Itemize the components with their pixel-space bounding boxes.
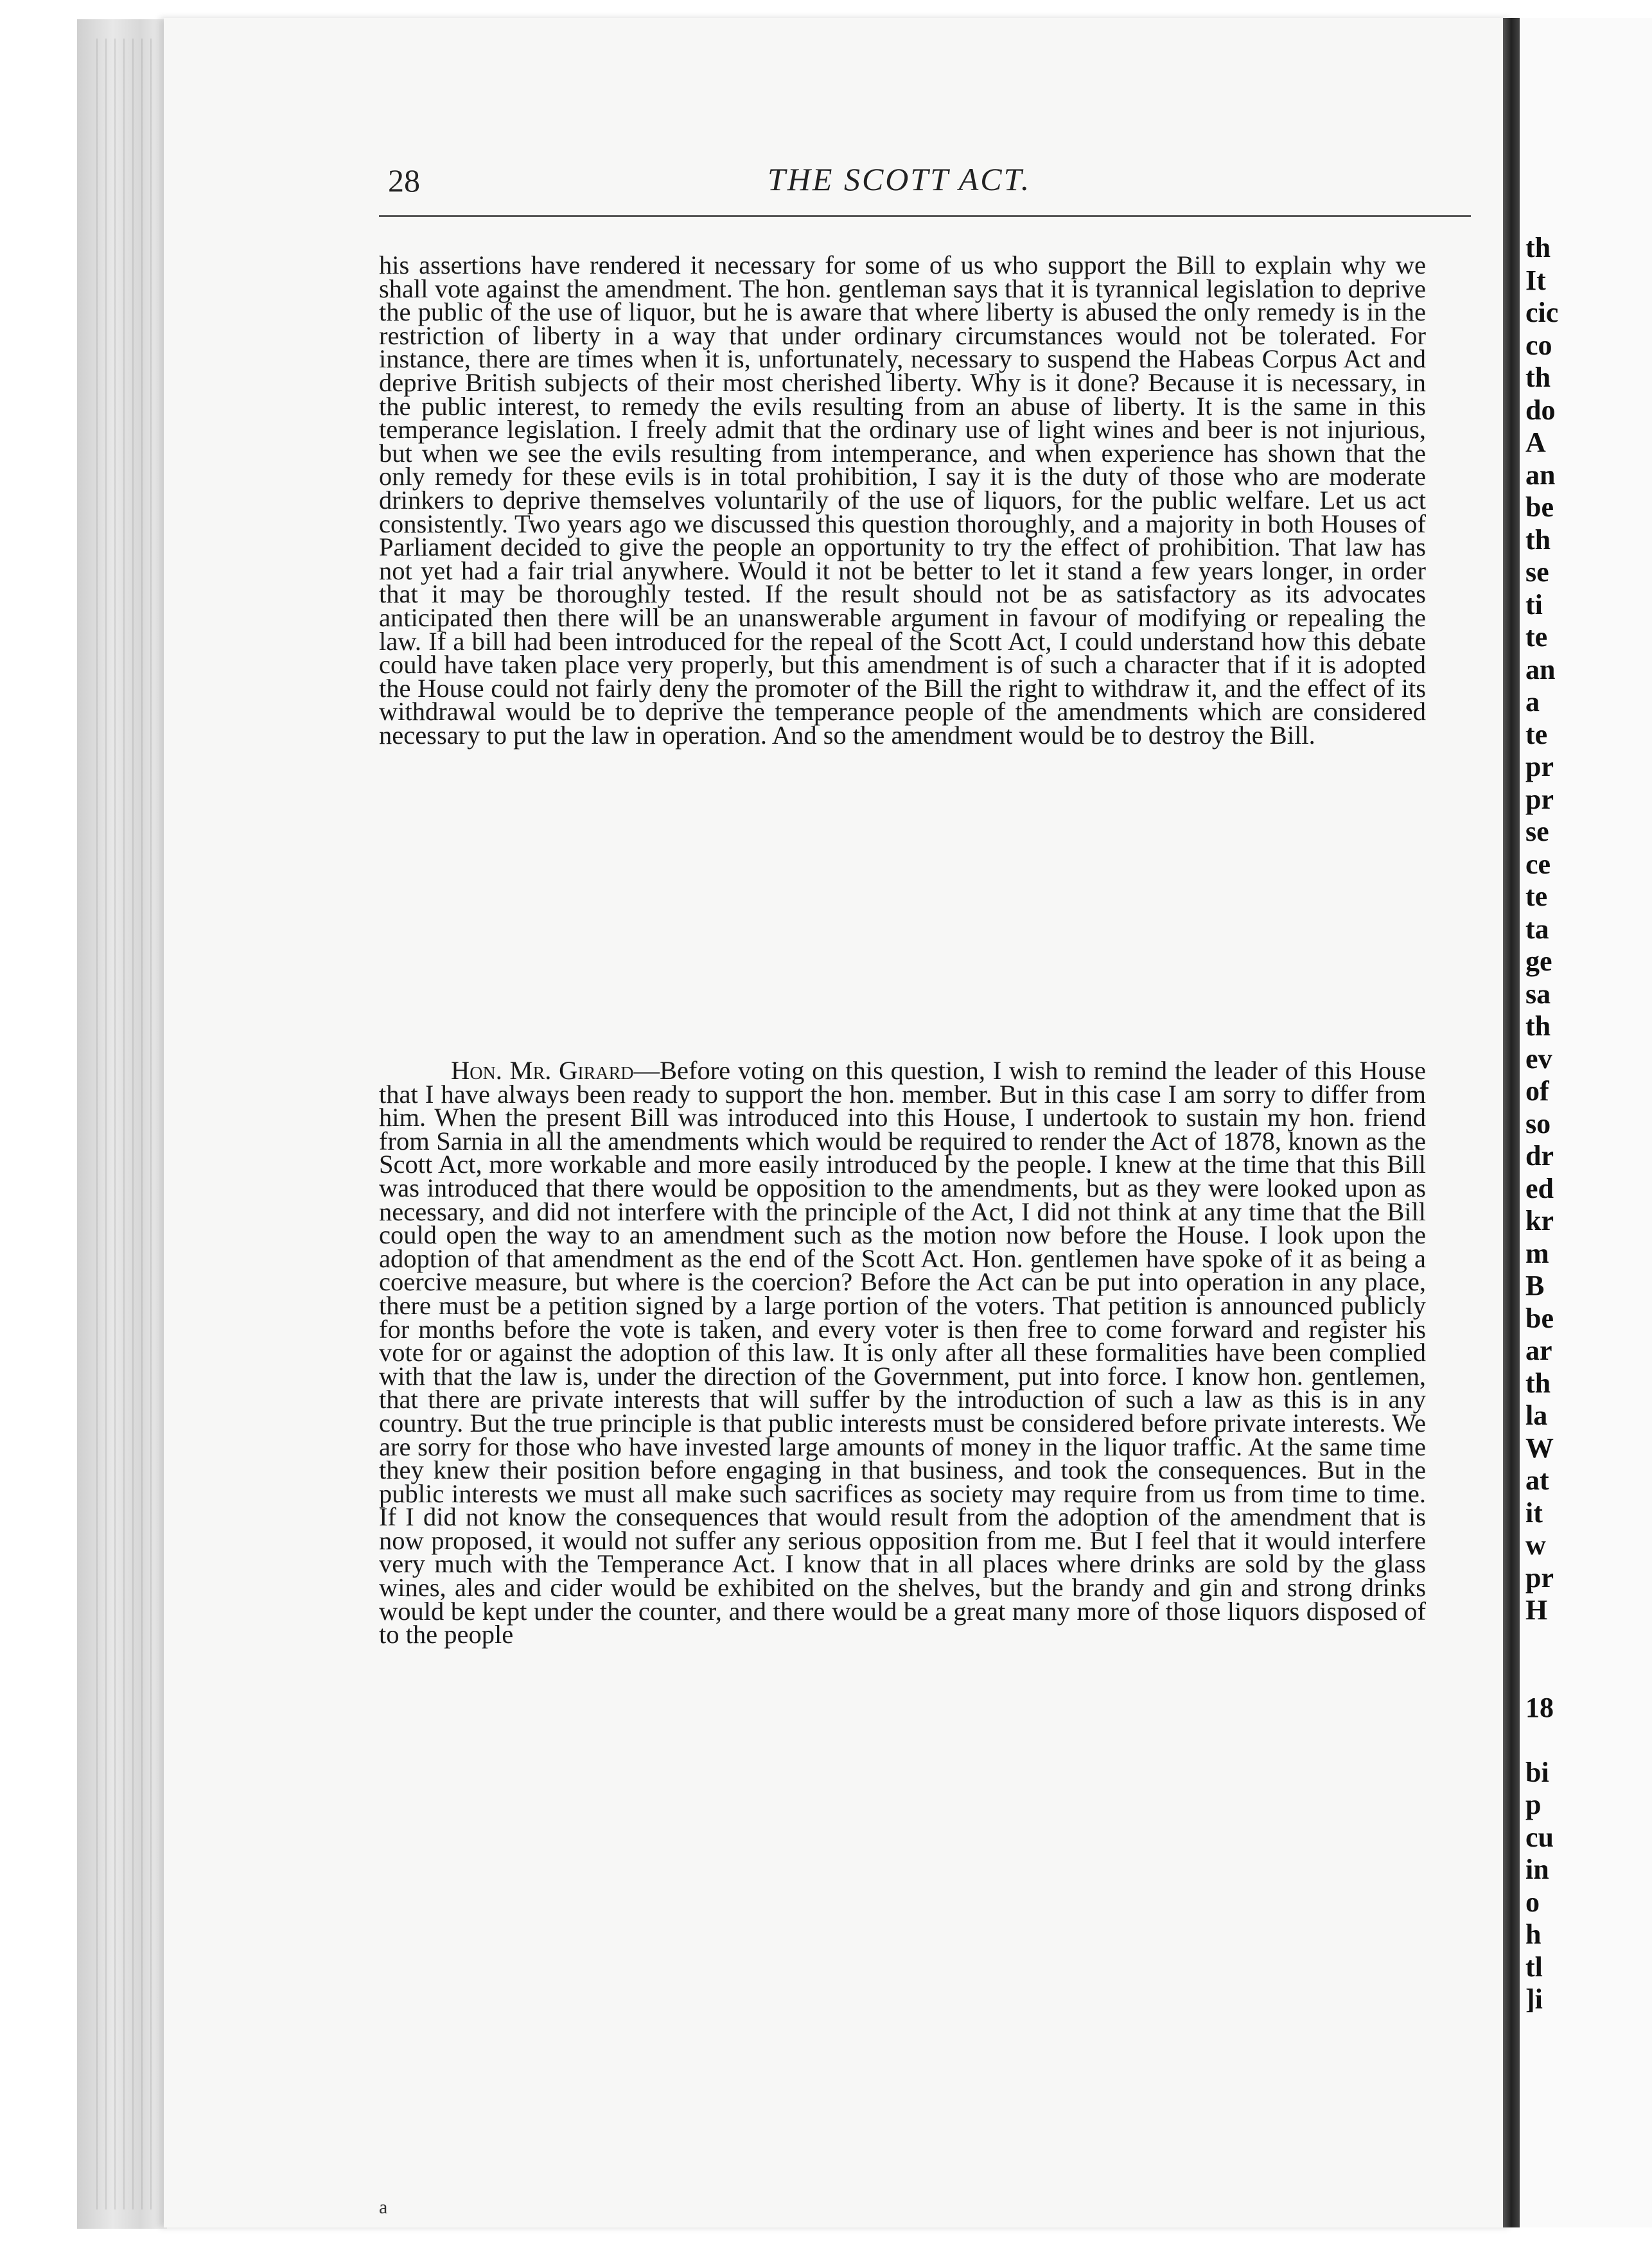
facing-line-fragment: pr [1525,1561,1554,1594]
facing-line-fragment: so [1525,1107,1551,1139]
facing-line-fragment: ce [1525,848,1551,880]
facing-line-fragment: w [1525,1529,1546,1561]
facing-line-fragment: se [1525,816,1549,847]
facing-line-fragment: th [1525,523,1551,556]
facing-line-fragment: a [1525,686,1540,717]
facing-line-fragment: of [1525,1075,1549,1107]
facing-line-fragment: la [1525,1400,1548,1431]
facing-line-fragment: ar [1525,1335,1552,1366]
facing-line-fragment: bi [1525,1756,1549,1788]
facing-line-fragment: sa [1525,978,1551,1010]
facing-line-fragment: do [1525,394,1556,426]
facing-line-fragment: o [1525,1886,1540,1918]
paragraph-2-text: —Before voting on this question, I wish to remind the leader of this House that I have always been ready to support the hon. member. But in this case I am sorry to differ from him. When the present Bill was introduced into this House, I undertook to sustain my hon. friend from Sarnia in all the amendments which would be required to render the Act of 1878, known as the Scott Act, more workable and more easily introduced by the people. I knew at the time that this Bill was introduced that there would be opposition to the amendments, but as they were looked upon as necessary, and did not interfere with the principle of the Act, I did not think at any time that the Bill could open the way to an amendment such as the motion now before the House. I look upon the adoption of that amendment as the end of the Scott Act. Hon. gentlemen have spoke of it as being a coercive measure, but where is the coercion? Before the Act can be put into operation in any place, there must be a petition signed by a large portion of the voters. That petition is announced publicly for months before the vote is taken, and every voter is then free to come forward and register his vote for or against the adoption of this law. It is only after all these formalities have been complied with that the law is, under the direction of the Government, put into force. I know hon. gentlemen, that there are private interests that will suffer by the introduction of such a law as this is in any country. But the true principle is that public interests must be considered before private interests. We are sorry for those who have invested large amounts of money in the liquor traffic. At the same time they knew their position before engaging in that business, and took the consequences. But in the public interests we must all make such sacrifices as society may require from us from time to time. If I did not know the consequences that would result from the adoption of the amendment that is now proposed, it would not suffer any serious opposition from me. But I feel that it would interfere very much with the Temperance Act. I know that in all places where drinks are sold by the glass wines, ales and cider would be exhibited on the shelves, but the brandy and gin and strong drinks would be kept under the counter, and there would be a great many more of those liquors disposed of to the people [379,1056,1426,1649]
facing-line-fragment: pr [1525,783,1554,815]
facing-line-fragment: th [1525,362,1551,393]
facing-line-fragment: cic [1525,297,1559,328]
facing-line-fragment: tl [1525,1951,1543,1983]
page-edges [96,39,154,2209]
facing-line-fragment: th [1525,1367,1551,1399]
facing-line-fragment: It [1525,264,1546,296]
facing-line-fragment: th [1525,1010,1551,1042]
facing-line-fragment: se [1525,556,1549,588]
facing-line-fragment: be [1525,1302,1554,1334]
facing-line-fragment: it [1525,1497,1543,1529]
facing-line-fragment: co [1525,329,1552,361]
facing-line-fragment: H [1525,1594,1548,1626]
facing-line-fragment: th [1525,232,1551,263]
facing-line-fragment: pr [1525,751,1554,782]
header-rule [379,215,1471,217]
facing-line-fragment: m [1525,1237,1549,1269]
paragraph-1 [379,250,1426,750]
facing-line-fragment: kr [1525,1205,1554,1236]
facing-line-fragment: h [1525,1919,1542,1950]
facing-line-fragment: B [1525,1270,1545,1301]
facing-line-fragment: ]i [1525,1983,1543,2015]
facing-line-fragment: te [1525,621,1548,653]
facing-line-fragment: an [1525,653,1556,685]
facing-line-fragment: be [1525,491,1554,523]
facing-line-fragment: dr [1525,1140,1554,1172]
facing-line-fragment: ta [1525,913,1549,945]
facing-line-fragment: ge [1525,945,1552,977]
page-number: 28 [388,162,420,198]
facing-line-fragment: te [1525,718,1548,750]
facing-line-fragment: te [1525,881,1548,912]
catchword: a [379,2197,388,2218]
facing-line-fragment: ed [1525,1172,1554,1204]
paragraph-1-text: his assertions have rendered it necessary for some of us who support the Bill to explain why we shall vote against the amendment. The hon. gentleman says that it is tyrannical legislation to deprive the public of the use of liquor, but he is aware that where liberty is abused the only remedy is in the restriction of liberty in a way that under ordinary circumstances would not be tolerated. For instance, there are times when it is, unfortunately, necessary to suspend the Habeas Corpus Act and deprive British subjects of their most cherished liberty. Why is it done? Because it is necessary, in the public interest, to remedy the evils resulting from an abuse of liberty. It is the same in this temperance legislation. I freely admit that the ordinary use of light wines and beer is not injurious, but when we see the evils resulting from intemperance, and when experience has shown that the only remedy for these evils is in total prohibition, I say it is the duty of those who are moderate drinkers to deprive themselves voluntarily of the use of liquors, for the public welfare. Let us act consistently. Two years ago we discussed this question thoroughly, and a majority in both Houses of Parliament decided to give the people an opportunity to try the effect of prohibition. That law has not yet had a fair trial anywhere. Would it not be better to let it stand a few years longer, in order that it may be thoroughly tested. If the result should not be as satisfactory as its advocates anticipated then there will be an unanswerable argument in favour of modifying or repealing the law. If a bill had been introduced for the repeal of the Scott Act, I could understand how this debate could have taken place very properly, but this amendment is of such a character that if it is adopted the House could not fairly deny the promoter of the Bill the right to withdraw it, and the effect of its withdrawal would be to deprive the temperance people of the amendments which are considered necessary to put the law in operation. And so the amendment would be to destroy the Bill. [379,250,1426,750]
facing-line-fragment: an [1525,459,1556,491]
facing-line-fragment: A [1525,426,1546,458]
facing-line-fragment: ev [1525,1042,1552,1075]
running-head: THE SCOTT ACT. [768,161,1032,197]
facing-line-fragment: in [1525,1854,1549,1885]
facing-line-fragment: ti [1525,588,1543,620]
paragraph-2 [379,1056,1426,1649]
facing-line-fragment: 18 [1525,1691,1554,1723]
facing-line-fragment: cu [1525,1821,1554,1853]
facing-line-fragment: at [1525,1464,1549,1496]
speaker-name: Hon. Mr. Girard [451,1056,634,1085]
book-gutter [1503,18,1520,2227]
facing-line-fragment: W [1525,1432,1554,1464]
facing-line-fragment: p [1525,1789,1542,1820]
